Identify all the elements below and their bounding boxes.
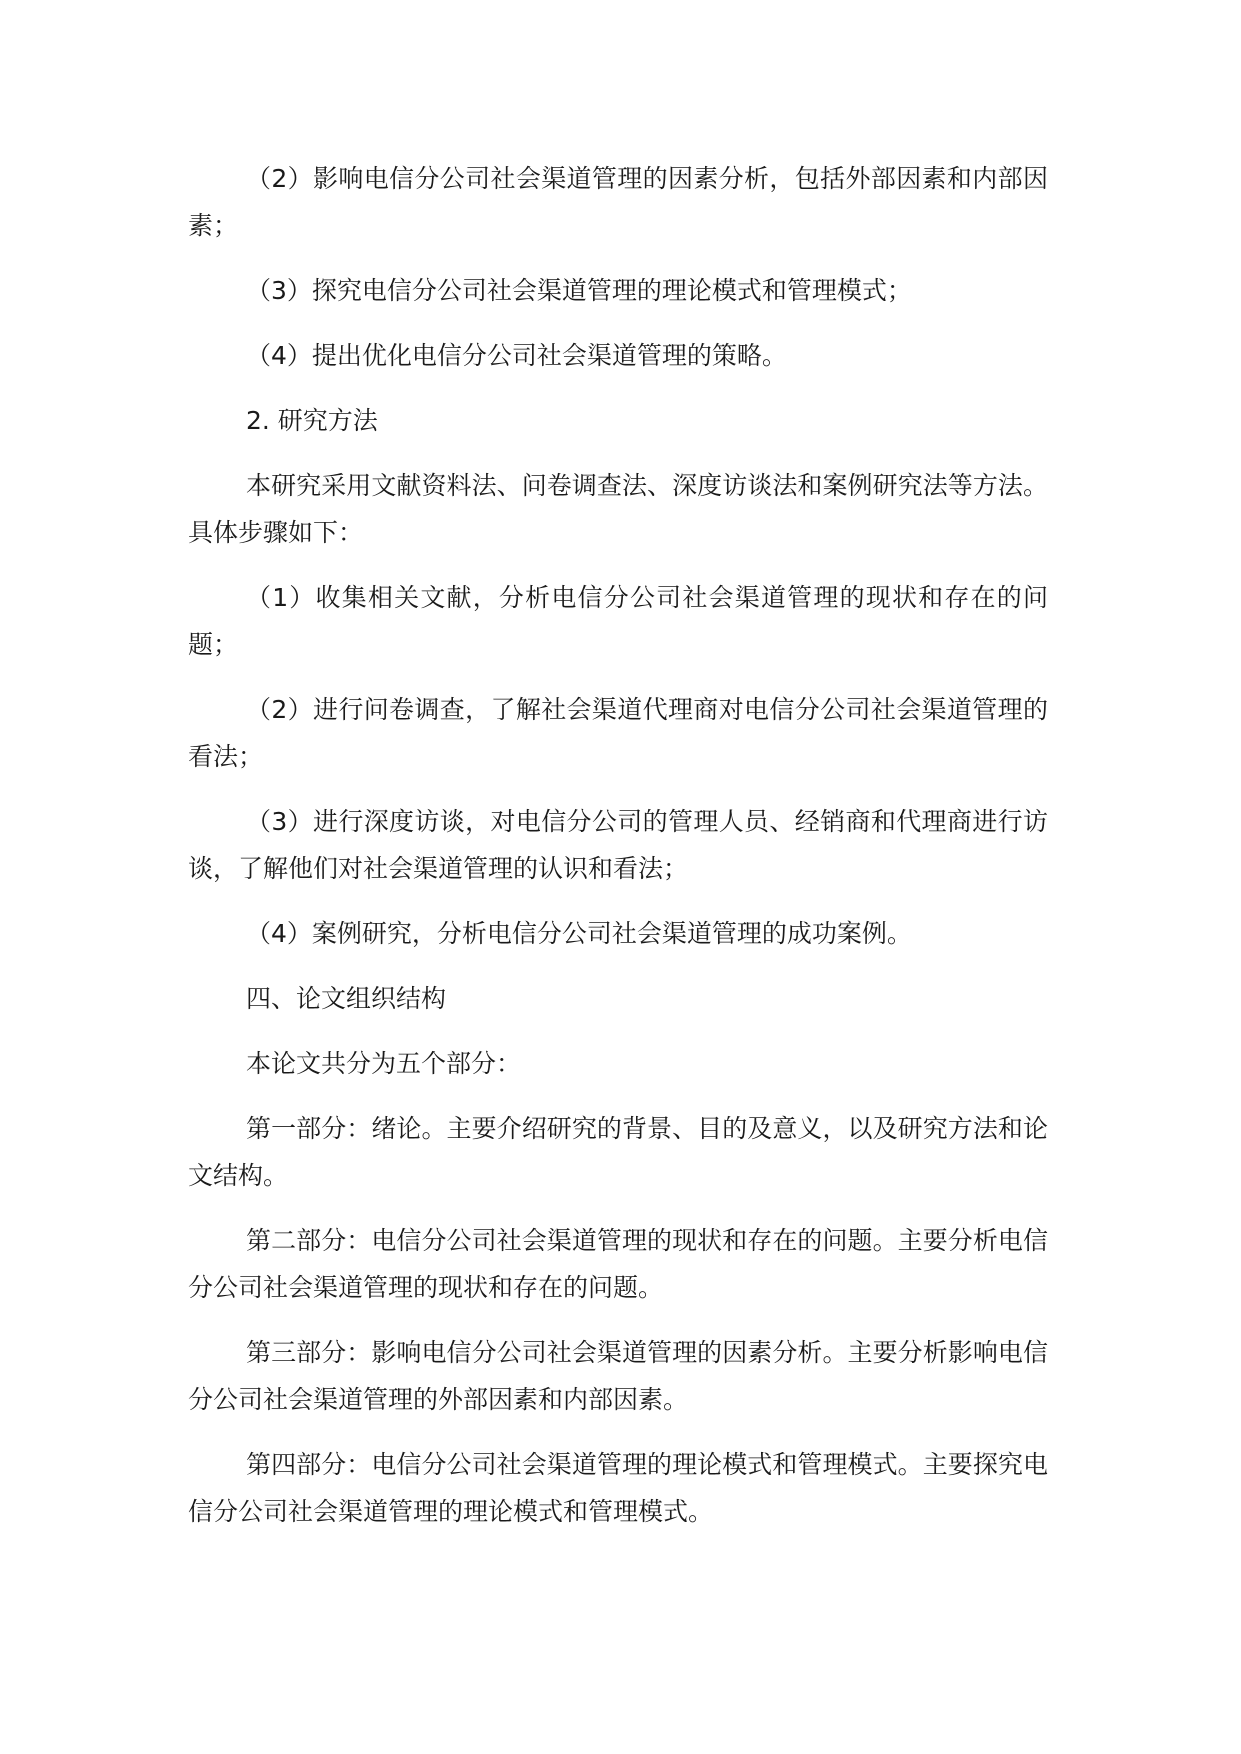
paragraph-theory-models: （3）探究电信分公司社会渠道管理的理论模式和管理模式； <box>246 276 912 305</box>
paragraph-part-two: 第二部分：电信分公司社会渠道管理的现状和存在的问题。主要分析电信分公司社会渠道管理的现状和存在的问题。 <box>188 1226 1048 1302</box>
paragraph-part-four: 第四部分：电信分公司社会渠道管理的理论模式和管理模式。主要探究电信分公司社会渠道管理的理论模式和管理模式。 <box>188 1450 1048 1526</box>
paragraph-structure-intro: 本论文共分为五个部分： <box>246 1049 522 1078</box>
paragraph-methods-intro: 本研究采用文献资料法、问卷调查法、深度访谈法和案例研究法等方法。具体步骤如下： <box>188 471 1048 547</box>
paragraph-part-three: 第三部分：影响电信分公司社会渠道管理的因素分析。主要分析影响电信分公司社会渠道管理的外部因素和内部因素。 <box>188 1338 1048 1414</box>
paragraph-step-interview: （3）进行深度访谈，对电信分公司的管理人员、经销商和代理商进行访谈，了解他们对社会渠道管理的认识和看法； <box>188 807 1048 883</box>
paragraph-step-questionnaire: （2）进行问卷调查，了解社会渠道代理商对电信分公司社会渠道管理的看法； <box>188 695 1048 771</box>
paragraph-part-one: 第一部分：绪论。主要介绍研究的背景、目的及意义，以及研究方法和论文结构。 <box>188 1114 1048 1190</box>
section-heading-research-methods: 2. 研究方法 <box>246 406 378 435</box>
paragraph-step-literature: （1）收集相关文献，分析电信分公司社会渠道管理的现状和存在的问题； <box>188 583 1048 659</box>
paragraph-step-case-study: （4）案例研究，分析电信分公司社会渠道管理的成功案例。 <box>246 919 912 948</box>
document-body <box>188 155 1048 1553</box>
section-heading-thesis-structure: 四、论文组织结构 <box>246 984 447 1013</box>
paragraph-factor-analysis: （2）影响电信分公司社会渠道管理的因素分析，包括外部因素和内部因素； <box>188 164 1048 240</box>
paragraph-optimization-strategy: （4）提出优化电信分公司社会渠道管理的策略。 <box>246 341 787 370</box>
